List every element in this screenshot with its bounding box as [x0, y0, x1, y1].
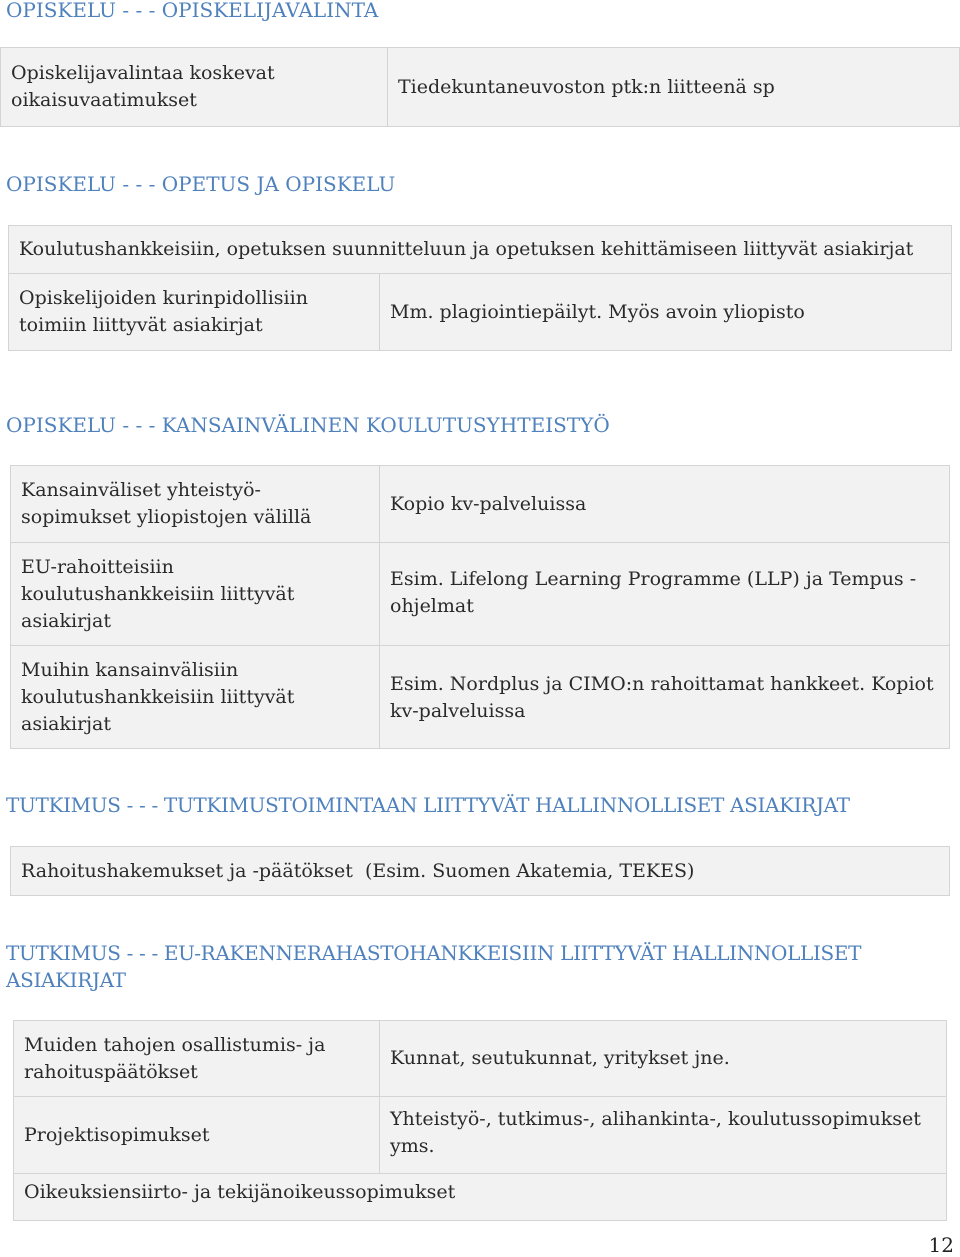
table-row	[14, 1097, 947, 1174]
table-cell-note: Mm. plagiointiepäilyt. Myös avoin yliopisto	[380, 274, 952, 351]
table-cell-document: Rahoitushakemukset ja -päätökset (Esim. Suomen Akatemia, TEKES)	[11, 847, 950, 896]
table-cell-document: EU-rahoitteisiin koulutushankkeisiin liittyvät asiakirjat	[11, 543, 380, 646]
table-cell-document: Kansainväliset yhteistyö-sopimukset yliopistojen välillä	[11, 466, 380, 543]
section-heading-opiskelijavalinta: OPISKELU - - - OPISKELIJAVALINTA	[6, 0, 379, 22]
table-cell-document: Muihin kansainvälisiin koulutushankkeisiin liittyvät asiakirjat	[11, 646, 380, 749]
opiskelijavalinta-table	[0, 47, 960, 127]
table-row	[14, 1021, 947, 1097]
table-row	[9, 226, 952, 274]
table-row	[11, 847, 950, 896]
table-row	[14, 1174, 947, 1221]
section-heading-eu-rakennerahasto: TUTKIMUS - - - EU-RAKENNERAHASTOHANKKEISIIN LIITTYVÄT HALLINNOLLISET ASIAKIRJAT	[6, 941, 862, 992]
table-cell-note: Yhteistyö-, tutkimus-, alihankinta-, koulutussopimukset yms.	[380, 1097, 947, 1174]
table-cell-note: Esim. Lifelong Learning Programme (LLP) ja Tempus -ohjelmat	[380, 543, 950, 646]
section-heading-kansainvalinen: OPISKELU - - - KANSAINVÄLINEN KOULUTUSYHTEISTYÖ	[6, 413, 610, 437]
page-number: 12	[928, 1233, 954, 1257]
table-row	[1, 48, 960, 127]
table-cell-document: Muiden tahojen osallistumis- ja rahoituspäätökset	[14, 1021, 380, 1097]
table-cell-note: Kunnat, seutukunnat, yritykset jne.	[380, 1021, 947, 1097]
table-cell-document: Opiskelijoiden kurinpidollisiin toimiin liittyvät asiakirjat	[9, 274, 380, 351]
table-row	[11, 466, 950, 543]
table-row	[11, 543, 950, 646]
table-row	[9, 274, 952, 351]
eu-rakennerahasto-table	[13, 1020, 947, 1221]
section-heading-tutkimustoiminta: TUTKIMUS - - - TUTKIMUSTOIMINTAAN LIITTYVÄT HALLINNOLLISET ASIAKIRJAT	[6, 793, 850, 817]
table-cell-document: Oikeuksiensiirto- ja tekijänoikeussopimukset	[14, 1174, 947, 1221]
table-cell-document: Koulutushankkeisiin, opetuksen suunnitteluun ja opetuksen kehittämiseen liittyvät asiakirjat	[9, 226, 952, 274]
table-cell-document: Opiskelijavalintaa koskevat oikaisuvaatimukset	[1, 48, 388, 127]
table-cell-note: Tiedekuntaneuvoston ptk:n liitteenä sp	[388, 48, 960, 127]
section-heading-opetus-ja-opiskelu: OPISKELU - - - OPETUS JA OPISKELU	[6, 172, 396, 196]
kansainvalinen-table	[10, 465, 950, 749]
table-cell-document: Projektisopimukset	[14, 1097, 380, 1174]
table-cell-note: Esim. Nordplus ja CIMO:n rahoittamat hankkeet. Kopiot kv-palveluissa	[380, 646, 950, 749]
table-cell-note: Kopio kv-palveluissa	[380, 466, 950, 543]
opetus-table	[8, 225, 952, 351]
table-row	[11, 646, 950, 749]
tutkimustoiminta-table	[10, 846, 950, 896]
